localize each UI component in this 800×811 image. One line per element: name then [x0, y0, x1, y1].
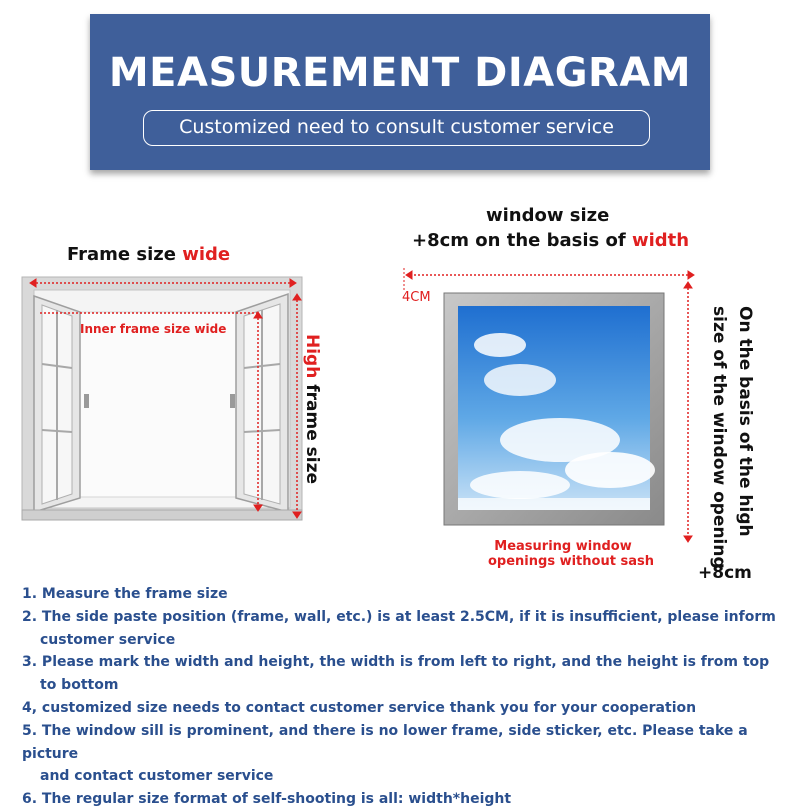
window-height-dimension	[684, 282, 692, 542]
width-plus-8cm-label: +8cm on the basis of width	[412, 230, 690, 251]
window-width-dimension	[404, 268, 694, 290]
offset-4cm-label: 4CM	[402, 290, 431, 305]
list-item: 6. The regular size format of self-shooting is all: width*height	[22, 791, 512, 808]
plus-8cm-label: +8cm	[698, 563, 752, 583]
list-item: 1. Measure the frame size	[22, 586, 228, 602]
list-item: 5. The window sill is prominent, and there is no lower frame, side sticker, etc. Please take a picture and contact customer service	[22, 722, 748, 785]
page-title: MEASUREMENT DIAGRAM	[108, 50, 692, 96]
window-opening-illustration	[444, 293, 664, 525]
frame-size-wide-label: Frame size wide	[67, 244, 231, 265]
instructions-list	[22, 583, 782, 811]
list-item: 3. Please mark the width and height, the width is from left to right, and the height is from top to bottom	[22, 654, 770, 694]
list-item: 2. The side paste position (frame, wall, etc.) is at least 2.5CM, if it is insufficient, please inform customer service	[22, 608, 776, 648]
inner-frame-size-label: Inner frame size wide	[80, 322, 227, 336]
height-basis-label: On the basis of the high size of the window opening	[709, 306, 755, 569]
list-item: 4, customized size needs to contact customer service thank you for your cooperation	[22, 699, 697, 716]
window-size-label: window size	[486, 205, 610, 226]
subtitle-pill: Customized need to consult customer service	[143, 110, 650, 146]
measuring-openings-label: Measuring window openings without sash	[488, 539, 654, 569]
high-frame-size-label: High frame size	[302, 334, 322, 485]
